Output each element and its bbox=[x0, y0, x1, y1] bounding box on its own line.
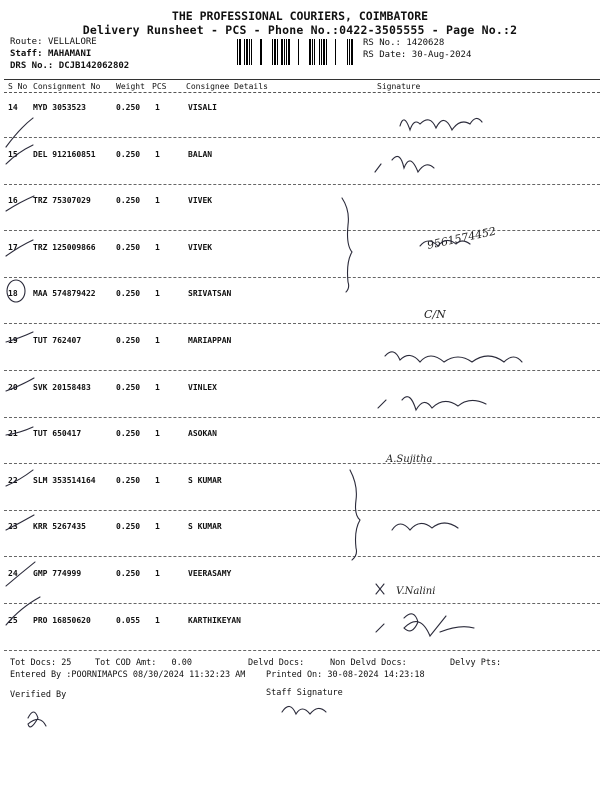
company-title: THE PROFESSIONAL COURIERS, COIMBATORE bbox=[171, 9, 429, 23]
cell-sno: 15 bbox=[8, 149, 18, 159]
footer-cod: Tot COD Amt: 0.00 bbox=[95, 658, 193, 668]
staff-signature-mark bbox=[282, 706, 326, 714]
table-row bbox=[0, 188, 600, 235]
cell-weight: 0.250 bbox=[116, 289, 141, 299]
barcode-bar bbox=[321, 39, 322, 65]
col-head-consignee: Consignee Details bbox=[186, 82, 268, 91]
cell-pcs: 1 bbox=[155, 103, 160, 112]
col-head-pcs: PCS bbox=[152, 82, 167, 91]
cell-consignee: S KUMAR bbox=[188, 475, 222, 485]
cell-consignment-no: GMP 774999 bbox=[33, 569, 82, 578]
barcode bbox=[237, 39, 353, 65]
cell-consignee: SRIVATSAN bbox=[188, 289, 232, 299]
cell-pcs: 1 bbox=[155, 149, 160, 159]
verified-by-label: Verified By bbox=[10, 690, 67, 700]
cell-weight: 0.250 bbox=[116, 429, 141, 439]
table-row bbox=[0, 421, 600, 468]
cell-consignee: VINLEX bbox=[188, 382, 217, 392]
table-row bbox=[0, 514, 600, 561]
rs-date-value: 30-Aug-2024 bbox=[411, 50, 472, 60]
printed-on-value: 30-08-2024 14:23:18 bbox=[327, 670, 425, 680]
barcode-bar bbox=[349, 39, 350, 65]
row-separator bbox=[4, 277, 600, 278]
cell-consignment-no: DEL 912160851 bbox=[33, 149, 96, 159]
cell-consignee: S KUMAR bbox=[188, 522, 222, 532]
row-separator bbox=[4, 230, 600, 231]
barcode-bar bbox=[237, 39, 238, 65]
cell-weight: 0.250 bbox=[116, 242, 141, 252]
cell-weight: 0.250 bbox=[116, 475, 141, 485]
tot-cod-value: 0.00 bbox=[171, 658, 193, 668]
cell-sno: 19 bbox=[8, 336, 18, 345]
cell-consignee: VIVEK bbox=[188, 242, 213, 252]
barcode-bar bbox=[347, 39, 348, 65]
row-separator bbox=[4, 323, 600, 324]
barcode-bar bbox=[284, 39, 285, 65]
handwriting-row21-name: A.Sujitha bbox=[386, 454, 433, 465]
entered-by-value: POORNIMAPCS 08/30/2024 11:32:23 AM bbox=[71, 670, 246, 680]
barcode-bar bbox=[335, 39, 336, 65]
barcode-bar bbox=[351, 39, 353, 65]
barcode-bar bbox=[281, 39, 283, 65]
barcode-bar bbox=[272, 39, 273, 65]
row-separator bbox=[4, 510, 600, 511]
cell-pcs: 1 bbox=[155, 615, 160, 625]
rs-no-line: RS No.: 1420628 bbox=[363, 38, 445, 48]
entered-by: Entered By :POORNIMAPCS 08/30/2024 11:32:23 AM bbox=[10, 670, 246, 680]
table-row bbox=[0, 608, 600, 655]
tot-docs-value: 25 bbox=[61, 658, 72, 668]
rs-no-value: 1420628 bbox=[406, 38, 445, 48]
cell-weight: 0.250 bbox=[116, 103, 141, 112]
cell-sno: 23 bbox=[8, 522, 18, 532]
delvy-pts-label: Delvy Pts: bbox=[450, 658, 502, 668]
cell-consignment-no: TRZ 125009866 bbox=[33, 242, 96, 252]
cell-sno: 14 bbox=[8, 103, 18, 112]
cell-pcs: 1 bbox=[155, 475, 160, 485]
staff-line: Staff: MAHAMANI bbox=[10, 49, 92, 59]
cell-consignment-no: TUT 650417 bbox=[33, 429, 82, 439]
cell-consignment-no: TUT 762407 bbox=[33, 336, 82, 345]
sheet-title: Delivery Runsheet - PCS - Phone No.:0422-3505555 - Page No.:2 bbox=[82, 23, 518, 37]
cell-sno: 22 bbox=[8, 475, 18, 485]
barcode-bar bbox=[309, 39, 311, 65]
barcode-bar bbox=[312, 39, 313, 65]
cell-weight: 0.250 bbox=[116, 382, 141, 392]
barcode-bar bbox=[288, 39, 290, 65]
cell-pcs: 1 bbox=[155, 382, 160, 392]
cell-pcs: 1 bbox=[155, 242, 160, 252]
col-head-consignment: Consignment No bbox=[33, 82, 101, 91]
cell-weight: 0.250 bbox=[116, 569, 141, 578]
drs-value: DCJB142062802 bbox=[58, 61, 130, 71]
cell-consignee: VIVEK bbox=[188, 196, 213, 206]
staff-value: MAHAMANI bbox=[47, 49, 92, 59]
cell-sno: 25 bbox=[8, 615, 18, 625]
route-value: VELLALORE bbox=[47, 37, 97, 47]
drs-line: DRS No.: DCJB142062802 bbox=[10, 61, 130, 71]
cell-consignee: VISALI bbox=[188, 103, 217, 112]
barcode-bar bbox=[326, 39, 327, 65]
cell-pcs: 1 bbox=[155, 522, 160, 532]
cell-weight: 0.250 bbox=[116, 336, 141, 345]
table-top-rule bbox=[4, 79, 600, 80]
barcode-bar bbox=[286, 39, 287, 65]
cell-sno: 17 bbox=[8, 242, 18, 252]
cell-weight: 0.250 bbox=[116, 149, 141, 159]
row-separator bbox=[4, 650, 600, 651]
col-head-weight: Weight bbox=[116, 82, 145, 91]
col-head-sno: S No bbox=[8, 82, 28, 91]
cell-consignment-no: MAA 574879422 bbox=[33, 289, 96, 299]
cell-consignment-no: MYD 3053523 bbox=[33, 103, 86, 112]
cell-sno: 24 bbox=[8, 569, 18, 578]
barcode-bar bbox=[274, 39, 276, 65]
staff-signature-label: Staff Signature bbox=[266, 688, 343, 698]
footer-totals: Tot Docs: 25 bbox=[10, 658, 72, 668]
cell-consignment-no: SVK 20158483 bbox=[33, 382, 91, 392]
cell-weight: 0.250 bbox=[116, 196, 141, 206]
row-separator bbox=[4, 603, 600, 604]
printed-on: Printed On: 30-08-2024 14:23:18 bbox=[266, 670, 425, 680]
cell-weight: 0.055 bbox=[116, 615, 141, 625]
row-separator bbox=[4, 184, 600, 185]
table-row bbox=[0, 235, 600, 282]
cell-pcs: 1 bbox=[155, 429, 160, 439]
cell-weight: 0.250 bbox=[116, 522, 141, 532]
delvd-docs-label: Delvd Docs: bbox=[248, 658, 305, 668]
table-head-rule bbox=[4, 92, 600, 93]
barcode-bar bbox=[319, 39, 320, 65]
cell-consignee: VEERASAMY bbox=[188, 569, 232, 578]
table-row bbox=[0, 468, 600, 515]
cell-sno: 16 bbox=[8, 196, 18, 206]
cell-sno: 18 bbox=[8, 289, 18, 299]
cell-consignee: KARTHIKEYAN bbox=[188, 615, 241, 625]
barcode-bar bbox=[323, 39, 325, 65]
cell-pcs: 1 bbox=[155, 196, 160, 206]
cell-consignment-no: PRO 16850620 bbox=[33, 615, 91, 625]
row-separator bbox=[4, 556, 600, 557]
barcode-bar bbox=[251, 39, 252, 65]
non-delvd-docs-label: Non Delvd Docs: bbox=[330, 658, 407, 668]
rs-date-line: RS Date: 30-Aug-2024 bbox=[363, 50, 472, 60]
barcode-bar bbox=[298, 39, 299, 65]
table-row bbox=[0, 281, 600, 328]
verified-signature bbox=[28, 712, 46, 727]
cell-consignment-no: TRZ 75307029 bbox=[33, 196, 91, 206]
table-row bbox=[0, 561, 600, 608]
cell-consignee: BALAN bbox=[188, 149, 213, 159]
handwriting-row17-phone: 9561574452 bbox=[425, 224, 498, 252]
col-head-signature: Signature bbox=[377, 82, 421, 91]
row-separator bbox=[4, 417, 600, 418]
cell-consignee: MARIAPPAN bbox=[188, 336, 232, 345]
barcode-bar bbox=[244, 39, 245, 65]
barcode-bar bbox=[239, 39, 241, 65]
table-row bbox=[0, 142, 600, 189]
table-row bbox=[0, 328, 600, 375]
barcode-bar bbox=[314, 39, 315, 65]
row-separator bbox=[4, 463, 600, 464]
cell-sno: 20 bbox=[8, 382, 18, 392]
cell-sno: 21 bbox=[8, 429, 18, 439]
row-separator bbox=[4, 137, 600, 138]
table-row bbox=[0, 95, 600, 142]
cell-consignment-no: SLM 353514164 bbox=[33, 475, 96, 485]
cell-consignee: ASOKAN bbox=[188, 429, 217, 439]
handwriting-row18-mark: C/N bbox=[424, 308, 446, 321]
row-separator bbox=[4, 370, 600, 371]
barcode-bar bbox=[260, 39, 262, 65]
cell-pcs: 1 bbox=[155, 569, 160, 578]
barcode-bar bbox=[277, 39, 278, 65]
route-line: Route: VELLALORE bbox=[10, 37, 97, 47]
cell-consignment-no: KRR 5267435 bbox=[33, 522, 86, 532]
handwriting-row24-name: V.Nalini bbox=[396, 586, 436, 597]
cell-pcs: 1 bbox=[155, 336, 160, 345]
table-row bbox=[0, 375, 600, 422]
barcode-bar bbox=[249, 39, 250, 65]
barcode-bar bbox=[246, 39, 248, 65]
cell-pcs: 1 bbox=[155, 289, 160, 299]
